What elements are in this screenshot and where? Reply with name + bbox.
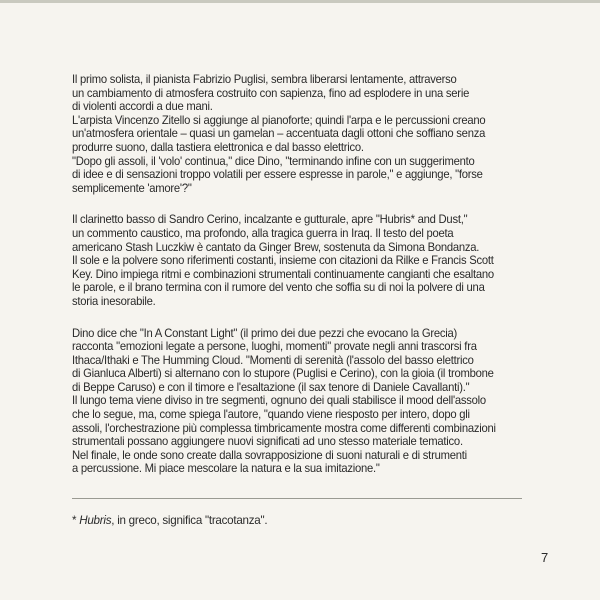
text-line: un cambiamento di atmosfera costruito con sapienza, fino ad esplodere in una serie [72,86,470,100]
text-line: un commento caustico, ma profondo, alla tragica guerra in Iraq. Il testo del poeta [72,226,454,240]
text-line: un'atmosfera orientale – quasi un gamelan – accentuata dagli ottoni che soffiano senza [72,127,486,141]
page-number: 7 [541,550,549,565]
text-line: produrre suono, dalla tastiera elettronica e dal basso elettrico. [72,140,364,154]
text-line: Dino dice che "In A Constant Light" (il primo dei due pezzi che evocano la Grecia) [72,326,458,340]
text-line: Nel finale, le onde sono create dalla sovrapposizione di suoni naturali e di strumenti [72,448,467,462]
footnote-term: Hubris [79,514,112,527]
text-line: "Dopo gli assoli, il 'volo' continua," dice Dino, "terminando infine con un suggerimento [72,154,475,168]
footnote [72,514,267,528]
paragraph-1 [72,73,518,195]
text-line: L'arpista Vincenzo Zitello si aggiunge al pianoforte; quindi l'arpa e le percussioni creano [72,113,486,127]
text-line: Il sole e la polvere sono riferimenti costanti, insieme con citazioni da Rilke e Francis Scott [72,254,494,268]
paragraph-3 [72,327,518,477]
text-line: Il primo solista, il pianista Fabrizio Puglisi, sembra liberarsi lentamente, attraverso [72,73,457,86]
text-line: Il lungo tema viene diviso in tre segmenti, ognuno dei quali stabilisce il mood dell'assolo [72,394,486,408]
footnote-divider [72,498,522,499]
text-line: di violenti accordi a due mani. [72,100,213,114]
text-line: le parole, e il brano termina con il rumore del vento che soffia su di noi la polvere di una [72,281,485,295]
text-line: racconta "emozioni legate a persone, luoghi, momenti" provate negli anni trascorsi fra [72,340,477,354]
body-text [72,73,532,494]
text-line: Ithaca/Ithaki e The Humming Cloud. "Momenti di serenità (l'assolo del basso elettrico [72,353,474,367]
text-line: di Beppe Caruso) e con il timore e l'esaltazione (il sax tenore di Daniele Cavallanti)." [72,380,470,394]
text-line: assoli, l'orchestrazione più complessa timbricamente mostra come differenti combinazioni [72,421,496,435]
top-border [0,0,600,3]
footnote-marker: * [72,514,80,527]
text-line: di Gianluca Alberti) si alternano con lo stupore (Puglisi e Cerino), con la gioia (il trombone [72,367,494,381]
text-line: che lo segue, ma, come spiega l'autore, "quando viene riesposto per intero, dopo gli [72,408,470,422]
text-line: strumentali possano aggiungere nuovi significati ad uno stesso materiale tematico. [72,435,463,449]
text-line: di idee e di sensazioni troppo volatili per essere espresse in parole," e aggiunge, "forse [72,168,483,182]
text-line: a percussione. Mi piace mescolare la natura e la sua imitazione." [72,462,380,476]
paragraph-2 [72,213,518,308]
text-line: Key. Dino impiega ritmi e combinazioni strumentali continuamente cangianti che esaltano [72,267,494,281]
text-line: semplicemente 'amore'?" [72,181,192,195]
footnote-text: , in greco, significa "tracotanza". [111,514,268,527]
text-line: storia inesorabile. [72,294,156,308]
text-line: Il clarinetto basso di Sandro Cerino, incalzante e gutturale, apre "Hubris* and Dust," [72,213,468,227]
text-line: americano Stash Luczkiw è cantato da Ginger Brew, sostenuta da Simona Bondanza. [72,240,480,254]
